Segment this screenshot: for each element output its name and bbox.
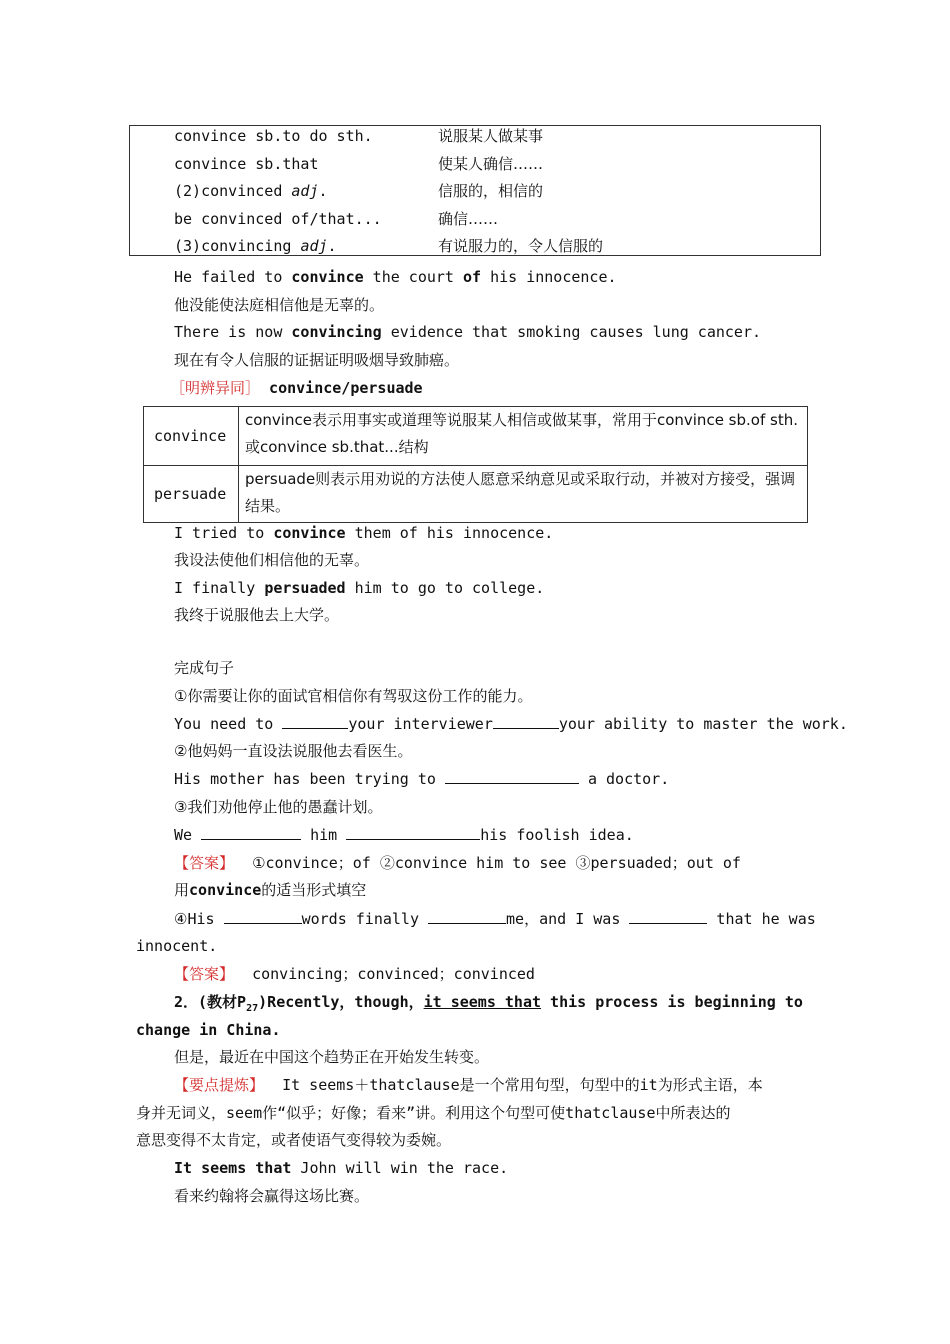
question-2-cn: ②他妈妈一直设法说服他去看医生。 (174, 742, 413, 760)
fill-instruction: 用convince的适当形式填空 (174, 881, 367, 899)
answer-blank[interactable] (493, 714, 559, 729)
vocab-row-1-cn: 说服某人做某事 (438, 127, 544, 145)
example-sentence: It seems that John will win the race. (174, 1159, 509, 1177)
compare-desc: convince表示用事实或道理等说服某人相信或做某事，常用于convince sb.of sth.或convince sb.that...结构 (239, 407, 808, 466)
answer-blank[interactable] (445, 769, 579, 784)
box-tick (129, 221, 130, 231)
compare-term: persuade (144, 466, 239, 523)
vocab-row-5-en: (3)convincing adj. (174, 237, 337, 255)
point-2-translation: 但是，最近在中国这个趋势正在开始发生转变。 (174, 1048, 490, 1066)
example-translation: 我设法使他们相信他的无辜。 (174, 551, 370, 569)
example-sentence: He failed to convince the court of his innocence. (174, 268, 617, 286)
point-2-line-2: change in China. (136, 1021, 281, 1039)
answer-blank[interactable] (282, 714, 348, 729)
tip-line-2: 身并无词义，seem作“似乎；好像；看来”讲。利用这个句型可使thatclause中所表达的 (136, 1104, 731, 1122)
answer-line-1: 【答案】 ①convince；of ②convince him to see ③persuaded；out of (174, 854, 741, 872)
vocab-row-5-cn: 有说服力的，令人信服的 (438, 237, 604, 255)
vocab-row-3-cn: 信服的，相信的 (438, 182, 544, 200)
question-1-en: You need to your interviewer your ability to master the work. (174, 715, 848, 733)
answer-blank[interactable] (428, 909, 506, 924)
box-tick (820, 176, 821, 186)
table-row (144, 407, 808, 466)
vocab-row-4-cn: 确信…… (438, 210, 499, 228)
answer-blank[interactable] (201, 825, 301, 840)
point-2-line-1: 2．(教材$P_{27})Recently$，though，it seems that this process is beginning to (174, 993, 803, 1014)
exercise-heading: 完成句子 (174, 659, 235, 677)
compare-heading: ［明辨异同］ convince/persuade (170, 379, 423, 397)
compare-desc: persuade则表示用劝说的方法使人愿意采纳意见或采取行动，并被对方接受，强调结果。 (239, 466, 808, 523)
answer-blank[interactable] (629, 909, 707, 924)
example-sentence: There is now convincing evidence that smoking causes lung cancer. (174, 323, 762, 341)
example-sentence: I finally persuaded him to go to college. (174, 579, 545, 597)
box-tick (820, 208, 821, 218)
box-tick (820, 144, 821, 154)
compare-term: convince (144, 407, 239, 466)
vocab-row-3-en: (2)convinced adj. (174, 182, 328, 200)
vocab-row-2-en: convince sb.that (174, 155, 319, 173)
vocab-row-1-en: convince sb.to do sth. (174, 127, 373, 145)
question-4-cont: innocent. (136, 937, 218, 955)
vocab-row-2-cn: 使某人确信…… (438, 155, 544, 173)
tip-line-3: 意思变得不太肯定，或者使语气变得较为委婉。 (136, 1131, 452, 1149)
answer-blank[interactable] (346, 825, 480, 840)
table-row (144, 466, 808, 523)
example-translation: 我终于说服他去上大学。 (174, 606, 340, 624)
question-3-cn: ③我们劝他停止他的愚蠢计划。 (174, 798, 383, 816)
example-sentence: I tried to convince them of his innocence. (174, 524, 554, 542)
question-3-en: We him his foolish idea. (174, 826, 634, 844)
example-translation: 他没能使法庭相信他是无辜的。 (174, 296, 385, 314)
compare-table (143, 406, 808, 523)
question-1-cn: ①你需要让你的面试官相信你有驾驭这份工作的能力。 (174, 687, 533, 705)
answer-line-2: 【答案】 convincing；convinced；convinced (174, 965, 535, 983)
question-4-en: ④His words finally me，and I was that he was (174, 910, 816, 928)
box-tick (129, 156, 130, 166)
vocab-row-4-en: be convinced of/that... (174, 210, 382, 228)
example-translation: 看来约翰将会赢得这场比赛。 (174, 1187, 370, 1205)
question-2-en: His mother has been trying to a doctor. (174, 770, 670, 788)
example-translation: 现在有令人信服的证据证明吸烟导致肺癌。 (174, 351, 460, 369)
tip-line-1: 【要点提炼】 It seems＋thatclause是一个常用句型，句型中的it为形式主语，本 (174, 1076, 763, 1094)
answer-blank[interactable] (224, 909, 302, 924)
